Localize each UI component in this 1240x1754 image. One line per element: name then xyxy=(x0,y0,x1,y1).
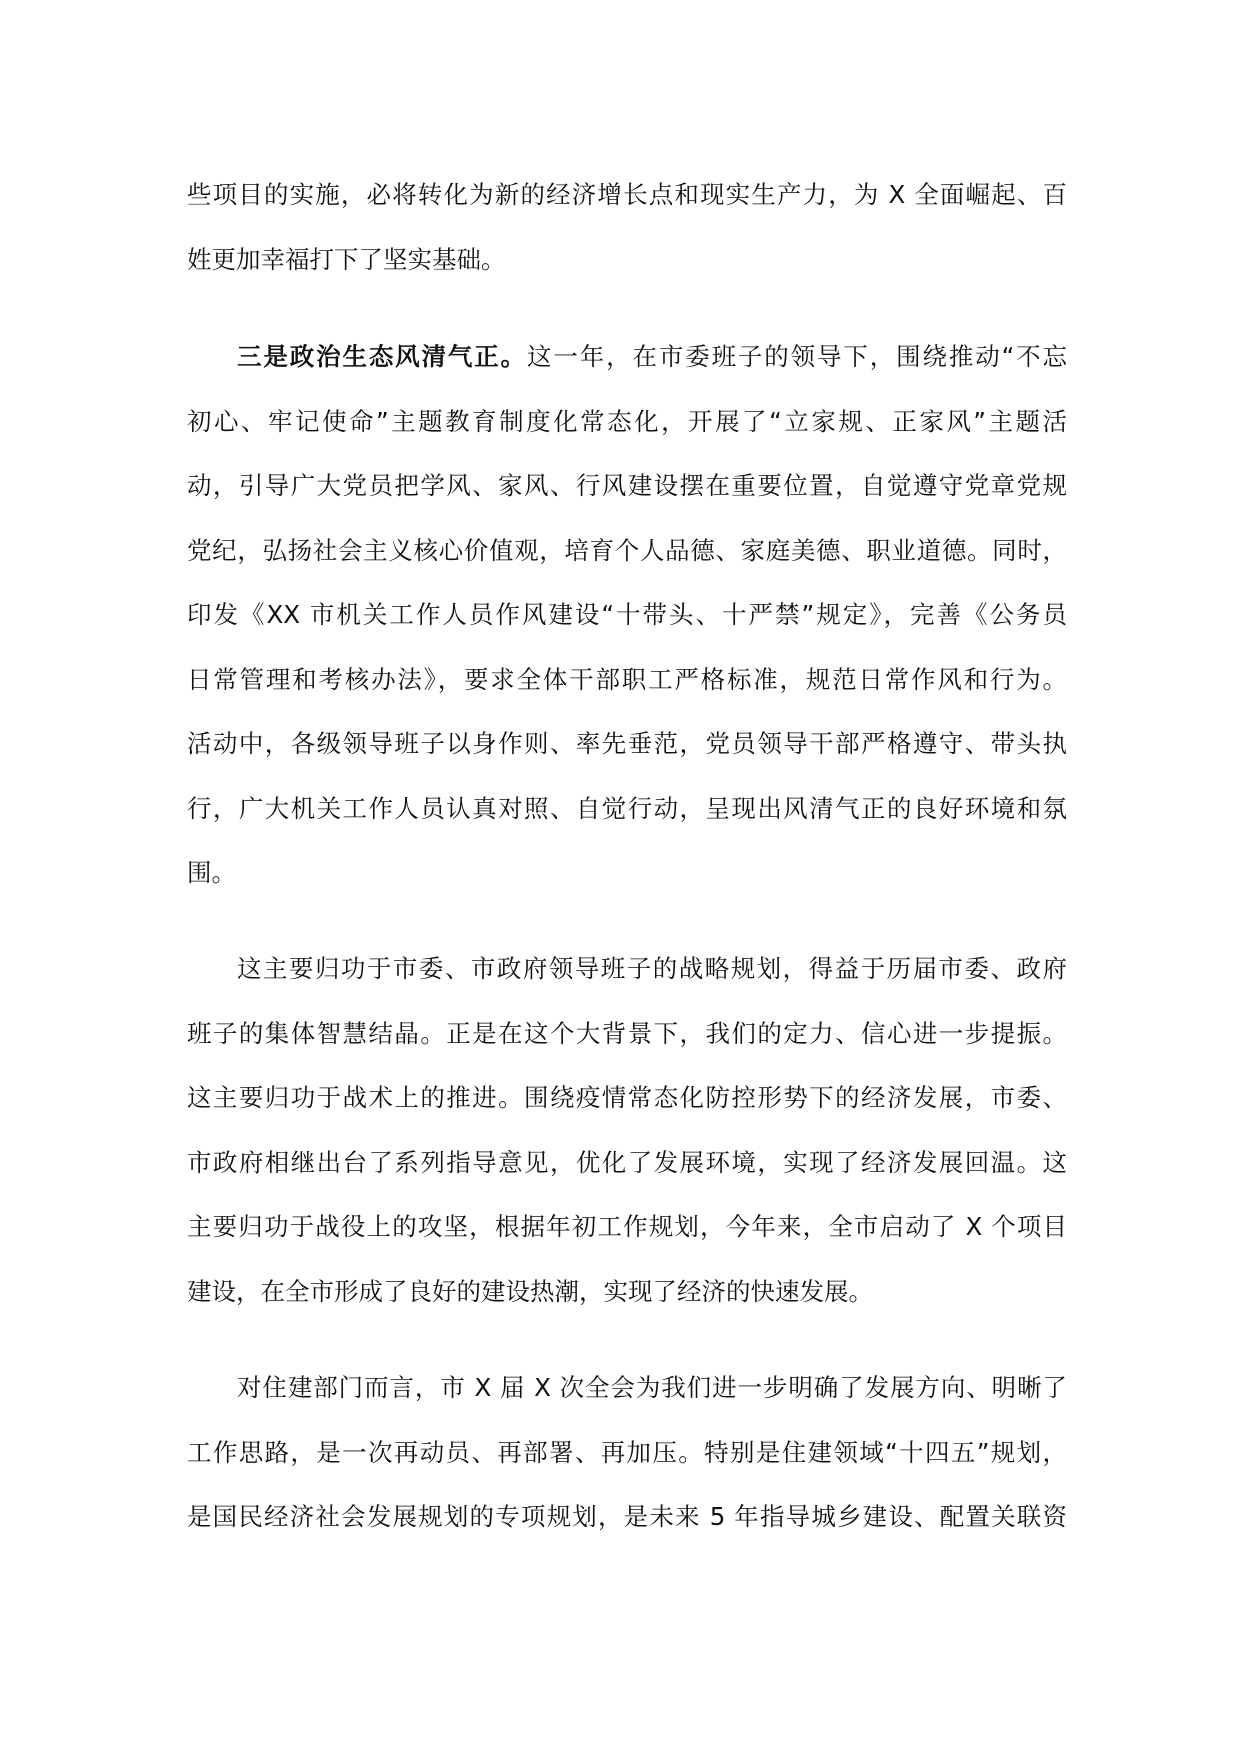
text-line: 围。 xyxy=(187,858,236,887)
text-line: 工作思路，是一次再动员、再部署、再加压。特别是住建领域“十四五”规划， xyxy=(187,1437,1067,1467)
paragraph-1 xyxy=(187,163,1067,292)
text-line: 印发《XX 市机关工作人员作风建设“十带头、十严禁”规定》，完善《公务员 xyxy=(187,600,1067,629)
text-line: 党纪，弘扬社会主义核心价值观，培育个人品德、家庭美德、职业道德。同时， xyxy=(187,535,1067,565)
paragraph-lead-heading: 三是政治生态风清气正。 xyxy=(237,342,528,371)
text-line: 初心、牢记使命”主题教育制度化常态化，开展了“立家规、正家风”主题活 xyxy=(187,406,1067,436)
paragraph-4 xyxy=(187,1356,1067,1550)
text-line: 这主要归功于战术上的推进。围绕疫情常态化防控形势下的经济发展，市委、 xyxy=(187,1083,1067,1112)
text-line: 些项目的实施，必将转化为新的经济增长点和现实生产力，为 X 全面崛起、百 xyxy=(187,180,1067,209)
text-line: 建设，在全市形成了良好的建设热潮，实现了经济的快速发展。 xyxy=(187,1276,873,1306)
text-line: 班子的集体智慧结晶。正是在这个大背景下，我们的定力、信心进一步提振。 xyxy=(187,1018,1067,1048)
text-line: 日常管理和考核办法》，要求全体干部职工严格标准，规范日常作风和行为。 xyxy=(187,664,1067,694)
text-line: 是国民经济社会发展规划的专项规划，是未来 5 年指导城乡建设、配置关联资 xyxy=(187,1502,1067,1531)
text-line: 姓更加幸福打下了坚实基础。 xyxy=(187,244,506,274)
text-line: 对住建部门而言，市 X 届 X 次全会为我们进一步明确了发展方向、明晰了 xyxy=(237,1373,1067,1402)
text-line: 主要归功于战役上的攻坚，根据年初工作规划，今年来，全市启动了 X 个项目 xyxy=(187,1212,1067,1241)
text-line: 行，广大机关工作人员认真对照、自觉行动，呈现出风清气正的良好环境和氛 xyxy=(187,793,1067,823)
paragraph-3 xyxy=(187,937,1067,1324)
text-line xyxy=(187,325,1067,390)
text-line: 活动中，各级领导班子以身作则、率先垂范，党员领导干部严格遵守、带头执 xyxy=(187,729,1067,758)
text-line: 市政府相继出台了系列指导意见，优化了发展环境，实现了经济发展回温。这 xyxy=(187,1147,1067,1177)
paragraph-2 xyxy=(187,325,1067,906)
text-fragment: 这一年，在市委班子的领导下，围绕推动“不忘 xyxy=(527,342,1067,371)
text-line: 这主要归功于市委、市政府领导班子的战略规划，得益于历届市委、政府 xyxy=(237,954,1067,983)
text-line: 动，引导广大党员把学风、家风、行风建设摆在重要位置，自觉遵守党章党规 xyxy=(187,471,1067,500)
